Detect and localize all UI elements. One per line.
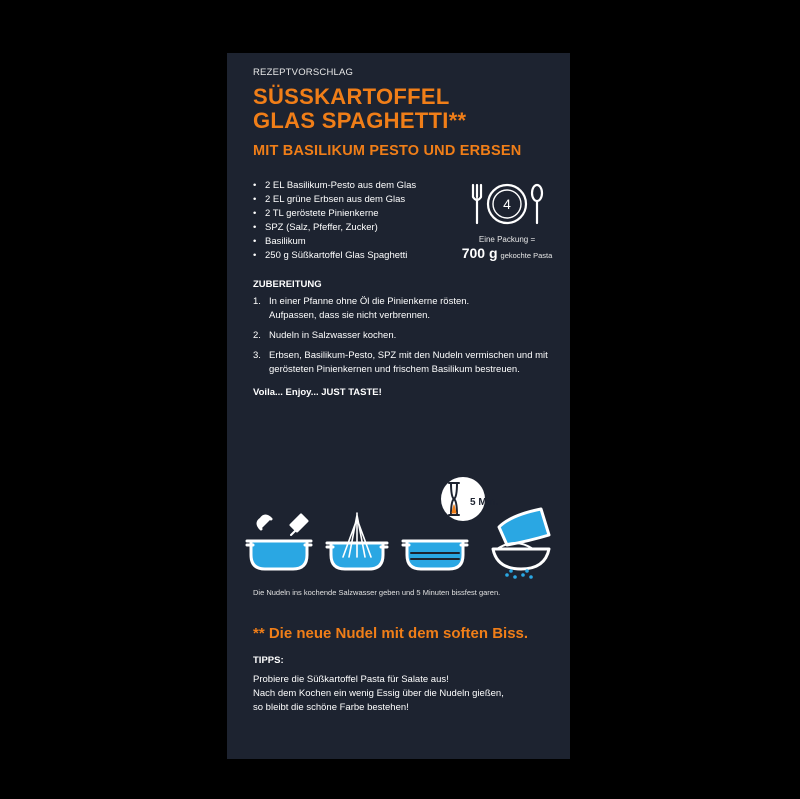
ingredient-item: • Basilikum <box>253 235 416 249</box>
cooking-pot-icon <box>403 541 467 569</box>
step-item <box>253 295 553 323</box>
package-label: Eine Packung = <box>478 235 536 244</box>
recipe-card <box>227 53 570 759</box>
ingredient-item: • 2 EL Basilikum-Pesto aus dem Glas <box>253 179 416 193</box>
preparation-steps <box>253 295 553 383</box>
servings-count: 4 <box>503 196 511 212</box>
step-number: 1. <box>253 296 261 307</box>
step-text: Erbsen, Basilikum-Pesto, SPZ mit den Nudeln vermischen und mit gerösteten Pinienkernen und frischem Basilikum bestreuen. <box>269 350 548 375</box>
step-item <box>253 329 553 343</box>
salt-pot-icon <box>247 515 311 569</box>
recipe-title <box>253 85 466 133</box>
recipe-subtitle: MIT BASILIKUM PESTO UND ERBSEN <box>253 143 522 159</box>
ingredient-item: • SPZ (Salz, Pfeffer, Zucker) <box>253 221 416 235</box>
title-line-1: SÜSSKARTOFFEL <box>253 84 450 109</box>
eyebrow-label: REZEPTVORSCHLAG <box>253 67 354 78</box>
cooking-illustration <box>245 471 555 581</box>
step-number: 2. <box>253 330 261 341</box>
noodles-pot-icon <box>327 513 387 569</box>
preparation-heading: ZUBEREITUNG <box>253 279 322 290</box>
ingredient-item: • 2 TL geröstete Pinienkerne <box>253 207 416 221</box>
step-number: 3. <box>253 350 261 361</box>
tips-text: Probiere die Süßkartoffel Pasta für Salate aus! Nach dem Kochen ein wenig Essig über die Nudeln gießen, so bleibt die schöne Farbe bestehen! <box>253 674 504 713</box>
strainer-icon <box>493 509 549 579</box>
title-line-2: GLAS SPAGHETTI** <box>253 108 467 133</box>
step-item <box>253 349 553 377</box>
ingredient-item: • 2 EL grüne Erbsen aus dem Glas <box>253 193 416 207</box>
timer-label: 5 Min. <box>470 497 499 508</box>
hourglass-icon <box>441 477 499 521</box>
plate-fork-spoon-icon <box>465 181 549 227</box>
tagline: ** Die neue Nudel mit dem soften Biss. <box>253 625 529 642</box>
step-text: In einer Pfanne ohne Öl die Pinienkerne rösten. Aufpassen, dass sie nicht verbrennen. <box>269 296 470 321</box>
step-text: Nudeln in Salzwasser kochen. <box>269 330 397 341</box>
ingredient-list <box>253 179 416 263</box>
voila-text: Voila... Enjoy... JUST TASTE! <box>253 387 382 398</box>
package-unit: gekochte Pasta <box>500 251 553 260</box>
package-info <box>459 245 555 263</box>
package-amount: 700 g <box>461 245 498 261</box>
illustration-caption: Die Nudeln ins kochende Salzwasser geben und 5 Minuten bissfest garen. <box>253 588 501 597</box>
ingredient-item: • 250 g Süßkartoffel Glas Spaghetti <box>253 249 416 263</box>
tips-heading: TIPPS: <box>253 655 284 666</box>
